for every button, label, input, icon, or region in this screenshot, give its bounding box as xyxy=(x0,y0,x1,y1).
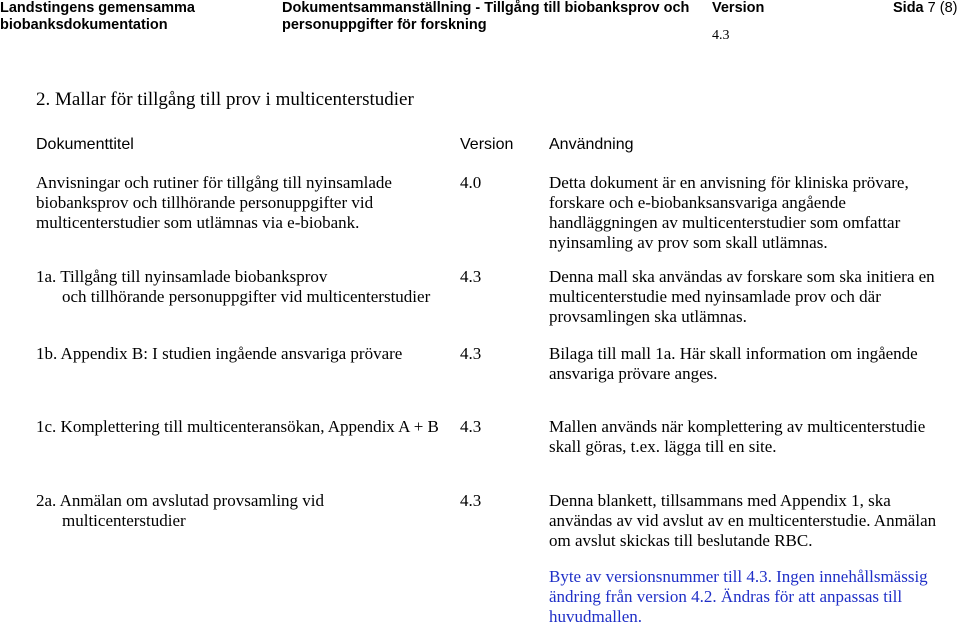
row-usage xyxy=(549,173,944,253)
row-version: 4.3 xyxy=(460,267,482,286)
section-title: 2. Mallar för tillgång till prov i multicenterstudier xyxy=(36,89,414,110)
row-title-line: och tillhörande personuppgifter vid multicenterstudier xyxy=(62,287,431,306)
row-usage-line: Bilaga till mall 1a. Här skall information om ingående xyxy=(549,344,918,363)
row-title-line: multicenterstudier xyxy=(62,511,186,530)
row-title-line: 2a. Anmälan om avslutad provsamling vid xyxy=(36,491,325,510)
row-usage-line: provsamlingen ska utlämnas. xyxy=(549,307,747,326)
revision-note-line: ändring från version 4.2. Ändras för att anpassas till xyxy=(549,587,903,606)
column-header-usage: Användning xyxy=(549,136,634,153)
row-title-line: multicenterstudier som utlämnas via e-biobank. xyxy=(36,213,360,232)
header-document-title xyxy=(282,0,689,34)
row-usage xyxy=(549,267,944,327)
header-org-line1: Landstingens gemensamma xyxy=(0,0,195,16)
row-title-line: 1c. Komplettering till multicenteransökan, Appendix A + B xyxy=(36,417,439,436)
row-usage-line: Denna mall ska användas av forskare som ska initiera en xyxy=(549,267,935,286)
column-header-title: Dokumenttitel xyxy=(36,136,134,153)
row-title-line: 1b. Appendix B: I studien ingående ansvariga prövare xyxy=(36,344,403,363)
row-title-line: 1a. Tillgång till nyinsamlade biobanksprov xyxy=(36,267,328,286)
header-page-label: Sida xyxy=(893,0,924,16)
row-usage-line: ansvariga prövare anges. xyxy=(549,364,718,383)
header-organization xyxy=(0,0,195,34)
row-usage-line: skall göras, t.ex. lägga till en site. xyxy=(549,437,777,456)
header-page-number xyxy=(893,0,957,17)
row-usage-line: Mallen används när komplettering av multicenterstudie xyxy=(549,417,926,436)
row-version: 4.3 xyxy=(460,491,482,510)
row-title-line: Anvisningar och rutiner för tillgång till nyinsamlade xyxy=(36,173,392,192)
column-header-version: Version xyxy=(460,136,514,153)
row-title xyxy=(36,267,451,307)
row-usage-line: Denna blankett, tillsammans med Appendix 1, ska xyxy=(549,491,891,510)
header-version xyxy=(712,0,764,44)
row-version: 4.0 xyxy=(460,173,482,192)
header-version-label: Version xyxy=(712,0,765,16)
revision-note xyxy=(549,567,944,627)
row-usage xyxy=(549,344,944,384)
row-version: 4.3 xyxy=(460,344,482,363)
header-page-value: 7 (8) xyxy=(927,0,958,16)
revision-note-line: huvudmallen. xyxy=(549,607,643,626)
row-title xyxy=(36,173,451,233)
row-title xyxy=(36,417,451,437)
row-usage-line: användas av vid avslut av en multicenterstudie. Anmälan xyxy=(549,511,937,530)
row-usage-line: om avslut skickas till beslutande RBC. xyxy=(549,531,813,550)
header-doc-title-line2: personuppgifter för forskning xyxy=(282,17,487,33)
row-title-line: biobanksprov och tillhörande personuppgifter vid xyxy=(36,193,374,212)
row-version: 4.3 xyxy=(460,417,482,436)
row-usage xyxy=(549,417,944,457)
row-usage-line: Detta dokument är en anvisning för kliniska prövare, xyxy=(549,173,909,192)
header-doc-title-line1: Dokumentsammanställning - Tillgång till biobanksprov och xyxy=(282,0,690,16)
row-title xyxy=(36,344,451,364)
row-usage-line: forskare och e-biobanksansvariga angående xyxy=(549,193,846,212)
row-title xyxy=(36,491,451,531)
header-org-line2: biobanksdokumentation xyxy=(0,17,168,33)
row-usage-line: nyinsamling av prov som skall utlämnas. xyxy=(549,233,828,252)
row-usage-line: multicenterstudie med nyinsamlade prov och där xyxy=(549,287,881,306)
revision-note-line: Byte av versionsnummer till 4.3. Ingen innehållsmässig xyxy=(549,567,928,586)
header-version-value: 4.3 xyxy=(712,28,730,43)
row-usage-line: handläggningen av multicenterstudier som omfattar xyxy=(549,213,901,232)
row-usage xyxy=(549,491,944,551)
